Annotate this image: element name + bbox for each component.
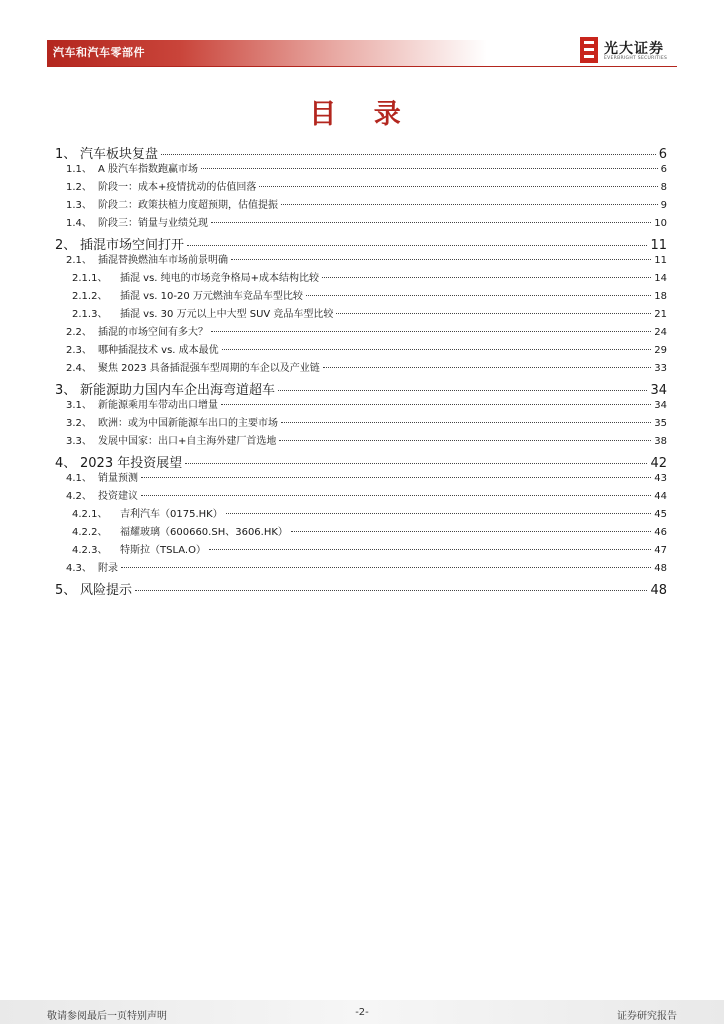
toc-leader-dots xyxy=(291,531,651,532)
toc-leader-dots xyxy=(141,495,651,496)
toc-entry-page: 11 xyxy=(654,255,667,266)
toc-entry[interactable] xyxy=(55,323,667,341)
toc-entry[interactable] xyxy=(55,505,667,523)
toc-entry-number: 4.2.3、 xyxy=(72,545,108,556)
toc-entry[interactable] xyxy=(55,523,667,541)
toc-leader-dots xyxy=(226,513,652,514)
toc-entry-title: 阶段一：成本+疫情扰动的估值回落 xyxy=(98,182,257,193)
toc-entry-page: 8 xyxy=(660,182,667,193)
toc-entry-title: 销量预测 xyxy=(98,473,138,484)
toc-entry-number: 2.1、 xyxy=(66,255,92,266)
toc-entry-number: 4.1、 xyxy=(66,473,92,484)
toc-entry-number: 2.1.2、 xyxy=(72,291,108,302)
footer-disclaimer: 敬请参阅最后一页特别声明 xyxy=(47,1011,167,1022)
toc-leader-dots xyxy=(121,567,651,568)
toc-entry[interactable] xyxy=(55,196,667,214)
toc-entry-title: 哪种插混技术 vs. 成本最优 xyxy=(98,345,219,356)
toc-entry-title: 新能源助力国内车企出海弯道超车 xyxy=(80,383,276,396)
toc-entry-title: 风险提示 xyxy=(80,583,133,596)
toc-entry[interactable] xyxy=(55,305,667,323)
toc-entry-number: 4.2.2、 xyxy=(72,527,108,538)
page-number: -2- xyxy=(355,1007,369,1018)
toc-leader-dots xyxy=(281,204,658,205)
toc-entry-title: 聚焦 2023 具备插混强车型周期的车企以及产业链 xyxy=(98,363,320,374)
toc-entry-title: 阶段二：政策扶植力度超预期，估值提振 xyxy=(98,200,278,211)
toc-entry-page: 48 xyxy=(650,583,667,596)
toc-entry[interactable] xyxy=(55,251,667,269)
toc-entry-title: 插混 vs. 10-20 万元燃油车竞品车型比较 xyxy=(120,291,303,302)
toc-entry[interactable] xyxy=(55,214,667,232)
toc-entry-title: A 股汽车指数跑赢市场 xyxy=(98,164,199,175)
toc-entry-title: 投资建议 xyxy=(98,491,138,502)
toc-leader-dots xyxy=(322,277,651,278)
toc-entry-page: 38 xyxy=(654,436,667,447)
section-label: 汽车和汽车零部件 xyxy=(53,46,145,59)
toc-entry[interactable] xyxy=(55,359,667,377)
page-title: 目 录 xyxy=(309,99,415,130)
toc-entry[interactable] xyxy=(55,287,667,305)
logo-subtext: EVERBRIGHT SECURITIES xyxy=(604,56,668,61)
toc-entry-page: 21 xyxy=(654,309,667,320)
toc-entry-number: 2.4、 xyxy=(66,363,92,374)
toc-entry[interactable] xyxy=(55,432,667,450)
logo-mark-icon xyxy=(580,37,598,63)
toc-entry-title: 阶段三：销量与业绩兑现 xyxy=(98,218,208,229)
toc-entry-title: 附录 xyxy=(98,563,118,574)
toc-entry-number: 2.1.3、 xyxy=(72,309,108,320)
toc-entry-page: 11 xyxy=(650,238,667,251)
toc-entry-page: 24 xyxy=(654,327,667,338)
toc-entry[interactable] xyxy=(55,269,667,287)
toc-leader-dots xyxy=(231,259,651,260)
toc-entry-number: 4、 xyxy=(55,456,77,469)
toc-entry-number: 3、 xyxy=(55,383,77,396)
header-divider xyxy=(47,66,677,67)
toc-entry-number: 1、 xyxy=(55,147,77,160)
logo-text: 光大证券 xyxy=(604,41,664,57)
toc-leader-dots xyxy=(259,186,657,187)
toc-entry-page: 18 xyxy=(654,291,667,302)
toc-entry-page: 10 xyxy=(654,218,667,229)
toc-leader-dots xyxy=(306,295,651,296)
toc-entry-page: 42 xyxy=(650,456,667,469)
toc-leader-dots xyxy=(141,477,651,478)
toc-entry-page: 43 xyxy=(654,473,667,484)
toc-entry-page: 33 xyxy=(654,363,667,374)
toc-entry-page: 48 xyxy=(654,563,667,574)
toc-entry-number: 4.3、 xyxy=(66,563,92,574)
table-of-contents xyxy=(55,141,667,596)
toc-leader-dots xyxy=(336,313,651,314)
toc-entry-title: 插混 vs. 30 万元以上中大型 SUV 竞品车型比较 xyxy=(120,309,334,320)
toc-entry-page: 45 xyxy=(654,509,667,520)
toc-entry-number: 3.1、 xyxy=(66,400,92,411)
toc-entry-title: 插混 vs. 纯电的市场竞争格局+成本结构比较 xyxy=(120,273,320,284)
toc-entry[interactable] xyxy=(55,396,667,414)
toc-entry-number: 3.2、 xyxy=(66,418,92,429)
toc-entry[interactable] xyxy=(55,452,667,469)
toc-leader-dots xyxy=(201,168,658,169)
toc-entry[interactable] xyxy=(55,341,667,359)
toc-entry[interactable] xyxy=(55,379,667,396)
toc-entry-number: 3.3、 xyxy=(66,436,92,447)
toc-entry-number: 1.3、 xyxy=(66,200,92,211)
company-logo xyxy=(580,37,680,65)
toc-entry-number: 2.3、 xyxy=(66,345,92,356)
toc-leader-dots xyxy=(323,367,651,368)
toc-entry-number: 1.4、 xyxy=(66,218,92,229)
footer-report-type: 证券研究报告 xyxy=(617,1011,677,1022)
toc-entry-title: 插混的市场空间有多大？ xyxy=(98,327,208,338)
toc-entry-page: 9 xyxy=(660,200,667,211)
toc-leader-dots xyxy=(211,331,651,332)
toc-entry[interactable] xyxy=(55,579,667,596)
toc-entry-page: 35 xyxy=(654,418,667,429)
toc-entry-title: 福耀玻璃（600660.SH、3606.HK） xyxy=(120,527,288,538)
toc-entry-title: 新能源乘用车带动出口增量 xyxy=(98,400,218,411)
toc-entry[interactable] xyxy=(55,234,667,251)
toc-leader-dots xyxy=(279,440,651,441)
toc-entry[interactable] xyxy=(55,143,667,160)
toc-entry-page: 14 xyxy=(654,273,667,284)
toc-entry[interactable] xyxy=(55,559,667,577)
toc-leader-dots xyxy=(278,390,647,391)
toc-leader-dots xyxy=(135,590,647,591)
toc-entry-number: 4.2、 xyxy=(66,491,92,502)
toc-entry-page: 29 xyxy=(654,345,667,356)
toc-leader-dots xyxy=(222,349,652,350)
toc-entry-page: 44 xyxy=(654,491,667,502)
toc-entry-title: 插混替换燃油车市场前景明确 xyxy=(98,255,228,266)
toc-entry-page: 47 xyxy=(654,545,667,556)
toc-leader-dots xyxy=(221,404,651,405)
toc-entry-number: 1.1、 xyxy=(66,164,92,175)
toc-entry-number: 2.2、 xyxy=(66,327,92,338)
toc-leader-dots xyxy=(187,245,647,246)
toc-entry-number: 2.1.1、 xyxy=(72,273,108,284)
toc-entry-title: 吉利汽车（0175.HK） xyxy=(120,509,223,520)
toc-entry-number: 5、 xyxy=(55,583,77,596)
toc-entry[interactable] xyxy=(55,487,667,505)
toc-entry[interactable] xyxy=(55,160,667,178)
toc-entry-page: 6 xyxy=(658,147,667,160)
toc-entry[interactable] xyxy=(55,541,667,559)
toc-entry-title: 特斯拉（TSLA.O） xyxy=(120,545,206,556)
toc-leader-dots xyxy=(161,154,656,155)
toc-entry-title: 2023 年投资展望 xyxy=(80,456,183,469)
toc-leader-dots xyxy=(211,222,651,223)
toc-entry-title: 插混市场空间打开 xyxy=(80,238,185,251)
toc-entry-page: 34 xyxy=(650,383,667,396)
toc-entry[interactable] xyxy=(55,178,667,196)
toc-entry[interactable] xyxy=(55,469,667,487)
toc-leader-dots xyxy=(281,422,651,423)
toc-entry-page: 46 xyxy=(654,527,667,538)
toc-entry-number: 4.2.1、 xyxy=(72,509,108,520)
toc-entry-title: 发展中国家：出口+自主海外建厂首选地 xyxy=(98,436,277,447)
toc-entry-page: 6 xyxy=(660,164,667,175)
toc-entry-number: 2、 xyxy=(55,238,77,251)
toc-entry-page: 34 xyxy=(654,400,667,411)
toc-entry-title: 汽车板块复盘 xyxy=(80,147,159,160)
toc-leader-dots xyxy=(209,549,651,550)
toc-entry-number: 1.2、 xyxy=(66,182,92,193)
toc-entry-title: 欧洲：或为中国新能源车出口的主要市场 xyxy=(98,418,278,429)
toc-entry[interactable] xyxy=(55,414,667,432)
toc-leader-dots xyxy=(185,463,647,464)
